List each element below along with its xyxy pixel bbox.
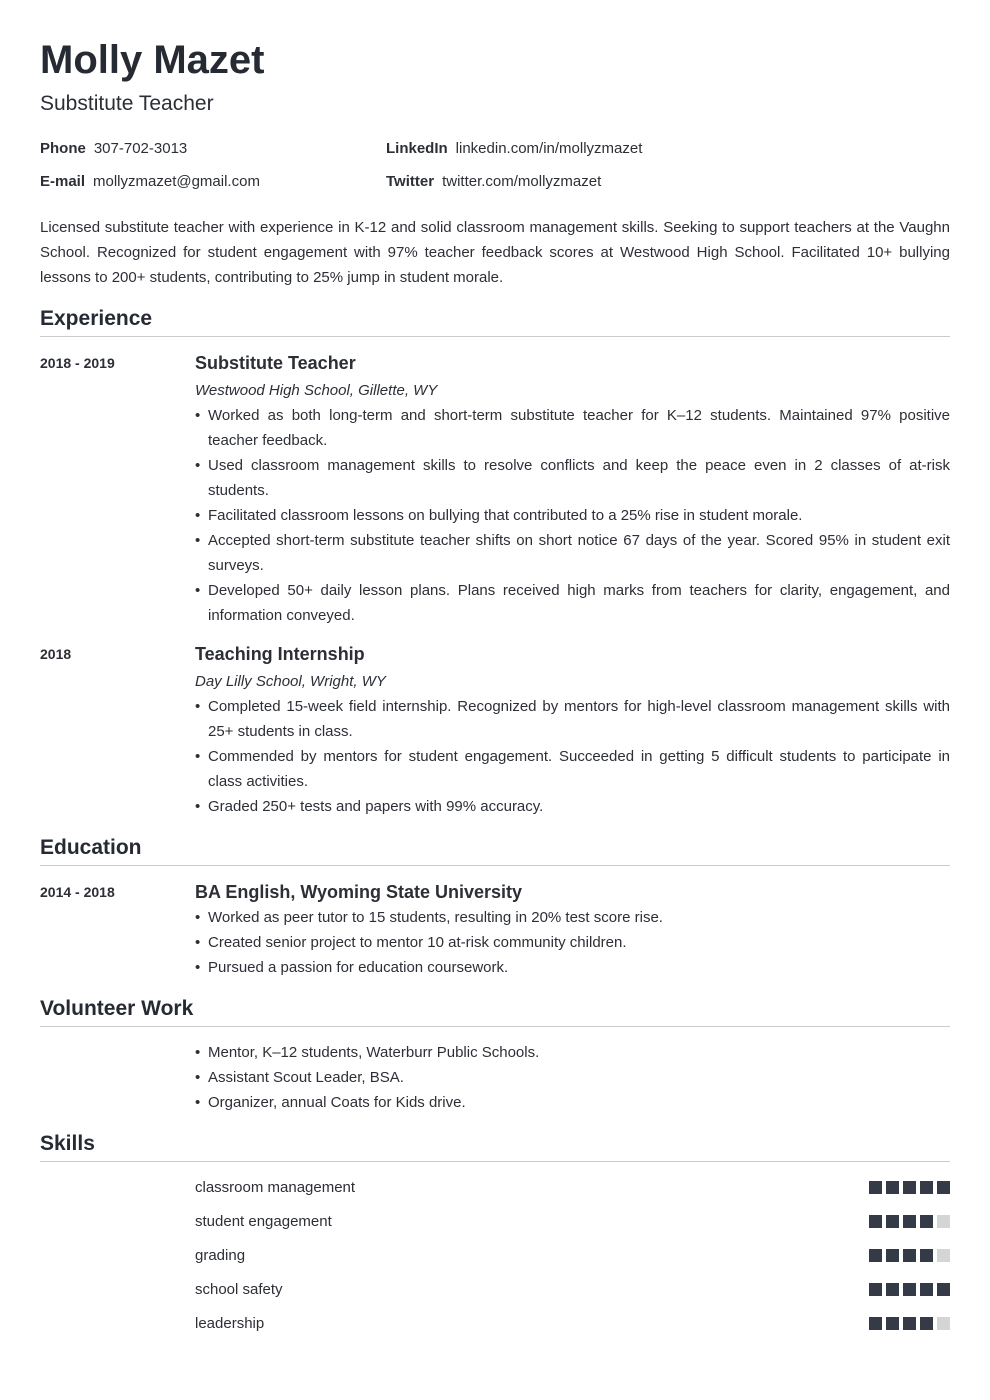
rating-filled-square	[937, 1283, 950, 1296]
rating-filled-square	[920, 1317, 933, 1330]
rating-filled-square	[920, 1181, 933, 1194]
bullet-item: • Mentor, K–12 students, Waterburr Public Schools.	[195, 1040, 950, 1065]
rating-filled-square	[903, 1249, 916, 1262]
rating-filled-square	[920, 1249, 933, 1262]
bullet-item: • Accepted short-term substitute teacher shifts on short notice 67 days of the year. Scored 95% in student exit surveys.	[195, 528, 950, 578]
skill-name: grading	[195, 1246, 246, 1264]
bullet-item: • Pursued a passion for education coursework.	[195, 955, 950, 980]
bullet-item: • Graded 250+ tests and papers with 99% accuracy.	[195, 794, 950, 819]
bullet-item: • Worked as both long-term and short-term substitute teacher for K–12 students. Maintained 97% positive teacher feedback.	[195, 403, 950, 453]
skill-row	[40, 1306, 950, 1340]
bullet-list	[195, 403, 950, 628]
rating-filled-square	[920, 1215, 933, 1228]
contact-phone: Phone 307-702-3013	[40, 140, 188, 157]
rating-empty-square	[937, 1249, 950, 1262]
rating-filled-square	[886, 1215, 899, 1228]
rating-filled-square	[920, 1283, 933, 1296]
skill-row	[40, 1204, 950, 1238]
bullet-list	[195, 694, 950, 819]
skill-level-rating	[869, 1215, 950, 1228]
resume	[40, 36, 950, 1340]
entry-date: 2018	[40, 646, 72, 662]
rating-filled-square	[903, 1215, 916, 1228]
bullet-item: • Used classroom management skills to resolve conflicts and keep the peace even in 2 classes of at-risk students.	[195, 453, 950, 503]
rating-filled-square	[869, 1215, 882, 1228]
bullet-item: • Assistant Scout Leader, BSA.	[195, 1065, 950, 1090]
entry-role: BA English, Wyoming State University	[195, 882, 523, 902]
bullet-item: • Commended by mentors for student engagement. Succeeded in getting 5 difficult students to participate in class activities.	[195, 744, 950, 794]
bullet-item: • Organizer, annual Coats for Kids drive.	[195, 1090, 950, 1115]
section-skills: Skills	[40, 1130, 950, 1162]
rating-filled-square	[886, 1249, 899, 1262]
bullet-list	[195, 905, 950, 980]
rating-filled-square	[937, 1181, 950, 1194]
bullet-item: • Worked as peer tutor to 15 students, resulting in 20% test score rise.	[195, 905, 950, 930]
rating-filled-square	[869, 1283, 882, 1296]
skill-level-rating	[869, 1283, 950, 1296]
rating-empty-square	[937, 1215, 950, 1228]
rating-filled-square	[903, 1181, 916, 1194]
entry-organization: Day Lilly School, Wright, WY	[195, 673, 386, 690]
rating-filled-square	[886, 1181, 899, 1194]
contact-info	[40, 138, 950, 193]
rating-empty-square	[937, 1317, 950, 1330]
volunteer-entry	[40, 1040, 950, 1115]
experience-entry	[40, 641, 950, 819]
summary: Licensed substitute teacher with experience in K-12 and solid classroom management skills. Seeking to support teachers at the Vaughn School. Recognized for student engagement with 97% teacher feedback scores at Westwood High School. Facilitated 10+ bullying lessons to 200+ students, contributing to 25% jump in student morale.	[40, 219, 950, 286]
section-education: Education	[40, 834, 950, 866]
candidate-title: Substitute Teacher	[40, 92, 214, 115]
skill-name: student engagement	[195, 1212, 332, 1230]
bullet-item: • Created senior project to mentor 10 at-risk community children.	[195, 930, 950, 955]
education-entry	[40, 879, 950, 980]
entry-date: 2018 - 2019	[40, 355, 115, 371]
contact-twitter: Twitter twitter.com/mollyzmazet	[386, 173, 602, 190]
section-volunteer: Volunteer Work	[40, 995, 950, 1027]
rating-filled-square	[886, 1317, 899, 1330]
entry-body	[195, 641, 950, 819]
rating-filled-square	[869, 1181, 882, 1194]
bullet-item: • Developed 50+ daily lesson plans. Plans received high marks from teachers for clarity, engagement, and information conveyed.	[195, 578, 950, 628]
entry-date: 2014 - 2018	[40, 884, 115, 900]
skill-level-rating	[869, 1249, 950, 1262]
rating-filled-square	[869, 1317, 882, 1330]
skill-name: school safety	[195, 1280, 283, 1298]
entry-body	[195, 350, 950, 628]
entry-role: Teaching Internship	[195, 644, 365, 664]
skill-name: leadership	[195, 1314, 265, 1332]
experience-entry	[40, 350, 950, 628]
rating-filled-square	[903, 1317, 916, 1330]
skill-row	[40, 1238, 950, 1272]
entry-body	[195, 879, 950, 980]
section-experience: Experience	[40, 305, 950, 337]
entry-role: Substitute Teacher	[195, 353, 356, 373]
rating-filled-square	[886, 1283, 899, 1296]
rating-filled-square	[869, 1249, 882, 1262]
skill-name: classroom management	[195, 1178, 356, 1196]
bullet-item: • Facilitated classroom lessons on bullying that contributed to a 25% rise in student morale.	[195, 503, 950, 528]
candidate-name: Molly Mazet	[40, 38, 265, 82]
contact-linkedin: LinkedIn linkedin.com/in/mollyzmazet	[386, 140, 643, 157]
skill-row	[40, 1170, 950, 1204]
skill-level-rating	[869, 1317, 950, 1330]
skill-row	[40, 1272, 950, 1306]
rating-filled-square	[903, 1283, 916, 1296]
entry-organization: Westwood High School, Gillette, WY	[195, 382, 438, 399]
contact-email: E-mail mollyzmazet@gmail.com	[40, 173, 260, 190]
skill-level-rating	[869, 1181, 950, 1194]
bullet-item: • Completed 15-week field internship. Recognized by mentors for high-level classroom management skills with 25+ students in class.	[195, 694, 950, 744]
